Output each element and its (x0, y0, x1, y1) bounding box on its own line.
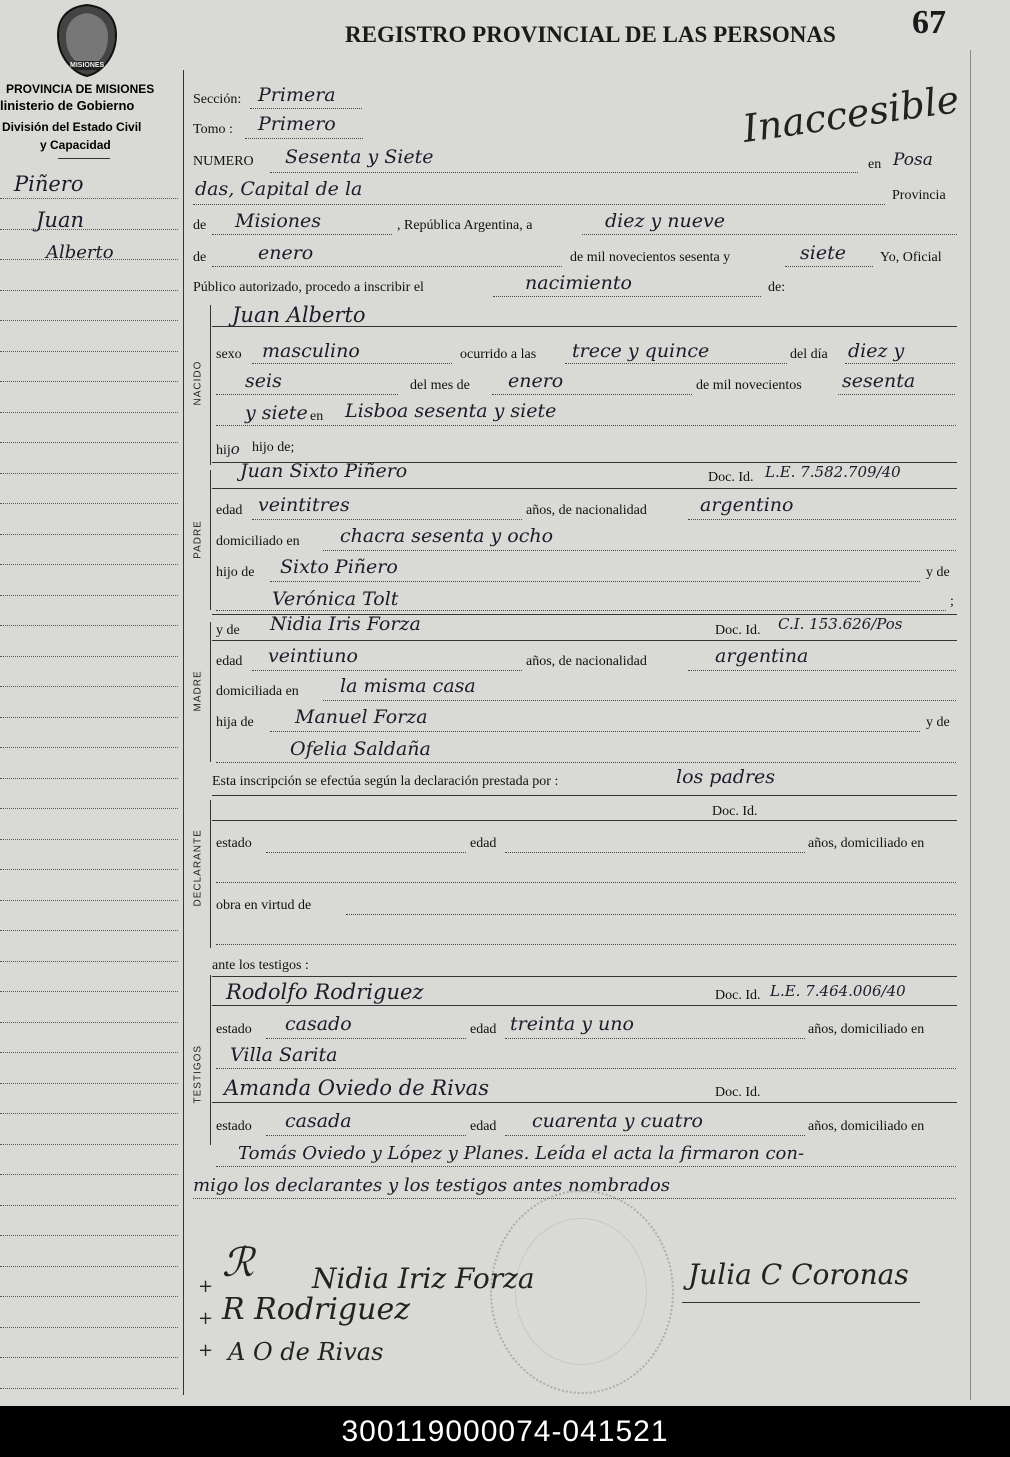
publico-label: Público autorizado, procedo a inscribir el (193, 280, 424, 295)
padre-anos-label: años, de nacionalidad (526, 503, 647, 518)
padre-doc-value: L.E. 7.582.709/40 (765, 463, 901, 481)
nacido-side-label: NACIDO (192, 360, 204, 406)
left-margin-line (0, 1235, 178, 1236)
left-margin-line (0, 869, 178, 870)
testigo1-estado-label: estado (216, 1022, 252, 1037)
numero-value: Sesenta y Siete (285, 146, 434, 168)
tomo-label: Tomo : (193, 122, 233, 137)
left-name2: Alberto (46, 242, 114, 263)
madre-nombre: Nidia Iris Forza (270, 613, 421, 635)
left-margin-line (0, 1022, 178, 1023)
madre-dom-label: domiciliada en (216, 684, 299, 699)
left-margin-line (0, 778, 178, 779)
sexo-label: sexo (216, 347, 242, 362)
declarante-anos-label: años, domiciliado en (808, 836, 925, 851)
ocurrido-label: ocurrido a las (460, 347, 537, 362)
testigo1-doc-label: Doc. Id. (715, 988, 761, 1003)
signature-witness2: A O de Rivas (228, 1338, 384, 1366)
left-margin-line (0, 991, 178, 992)
nacido-nombre: Juan Alberto (232, 303, 366, 327)
left-margin-line (0, 1327, 178, 1328)
lugar-value: das, Capital de la (195, 178, 363, 200)
dia-value: diez y nueve (605, 210, 726, 232)
de-mil-nov-label: de mil novecientos (696, 378, 802, 393)
left-margin-line (0, 839, 178, 840)
left-margin-line (0, 961, 178, 962)
padre-hijo-de-label: hijo de (216, 565, 255, 580)
testigo2-edad-value: cuarenta y cuatro (532, 1110, 703, 1132)
padre-y-de-label: y de (926, 565, 950, 580)
testigo1-dom-value: Villa Sarita (230, 1044, 338, 1066)
ante-label: ante los testigos : (212, 958, 309, 973)
madre-edad-value: veintiuno (268, 645, 358, 667)
madre-madre-value: Ofelia Saldaña (290, 738, 431, 760)
left-margin-line (0, 442, 178, 443)
declarante-value: los padres (676, 766, 776, 788)
left-margin-line (0, 747, 178, 748)
left-margin-line (0, 717, 178, 718)
inscripcion-label: Esta inscripción se efectúa según la declaración prestada por : (212, 774, 559, 789)
signature-witness1: R Rodriguez (222, 1292, 410, 1327)
left-margin-line (0, 473, 178, 474)
signature-official: Julia C Coronas (688, 1258, 909, 1291)
capacity-line: y Capacidad (40, 138, 111, 152)
lugar-nac-value: Lisboa sesenta y siete (345, 400, 557, 422)
madre-padre-value: Manuel Forza (295, 706, 428, 728)
anio-value: siete (800, 242, 846, 264)
left-margin-line (0, 1357, 178, 1358)
left-margin-line (0, 1205, 178, 1206)
hijo-label: hijo (216, 440, 240, 458)
cierre-value: migo los declarantes y los testigos antes nombrados (193, 1175, 670, 1196)
left-margin-line (0, 900, 178, 901)
left-margin-line (0, 1266, 178, 1267)
de-colon-label: de: (768, 280, 786, 295)
left-margin-line (0, 1113, 178, 1114)
anio-nac2-value: y siete (245, 402, 308, 424)
province-line: PROVINCIA DE MISIONES (6, 82, 155, 96)
testigo2-edad-label: edad (470, 1119, 497, 1134)
madre-side-label: MADRE (192, 670, 204, 712)
left-name1: Juan (36, 208, 84, 232)
padre-padre-value: Sixto Piñero (280, 556, 398, 578)
acto-value: nacimiento (525, 272, 632, 294)
testigo1-estado-value: casado (285, 1013, 352, 1035)
testigo2-anos-label: años, domiciliado en (808, 1119, 925, 1134)
page-number: 67 (912, 4, 946, 41)
de-label-2: de (193, 250, 207, 265)
testigos-side-label: TESTIGOS (192, 1044, 204, 1104)
madre-y-de2-label: y de (926, 715, 950, 730)
madre-dom-value: la misma casa (340, 675, 476, 697)
padre-edad-value: veintitres (258, 494, 350, 516)
hijo-marker: o (230, 440, 240, 458)
madre-doc-label: Doc. Id. (715, 623, 761, 638)
left-margin-line (0, 503, 178, 504)
left-margin-line (0, 686, 178, 687)
madre-anos-label: años, de nacionalidad (526, 654, 647, 669)
left-margin-line (0, 1144, 178, 1145)
yo-oficial-label: Yo, Oficial (880, 250, 942, 265)
left-margin-line (0, 1052, 178, 1053)
declarante-estado-label: estado (216, 836, 252, 851)
madre-y-de-label: y de (216, 623, 240, 638)
left-margin-line (0, 1174, 178, 1175)
padre-nac-value: argentino (700, 494, 794, 516)
en-label: en (868, 157, 882, 172)
left-margin-line (0, 381, 178, 382)
mes-nac-value: enero (508, 370, 564, 392)
padre-edad-label: edad (216, 503, 243, 518)
seal-text: MISIONES (70, 62, 105, 69)
ministry-line: linisterio de Gobierno (0, 98, 135, 113)
testigo2-nombre: Amanda Oviedo de Rivas (224, 1076, 489, 1100)
testigo2-estado-value: casada (285, 1110, 352, 1132)
left-margin-line (0, 1083, 178, 1084)
left-margin-line (0, 229, 178, 230)
padre-madre-value: Verónica Tolt (272, 588, 399, 610)
dia-nac-value: diez y (848, 340, 905, 362)
testigo2-doc-label: Doc. Id. (715, 1085, 761, 1100)
left-margin-line (0, 320, 178, 321)
padre-nombre: Juan Sixto Piñero (240, 460, 408, 482)
testigo1-anos-label: años, domiciliado en (808, 1022, 925, 1037)
testigo2-dom-value: Tomás Oviedo y López y Planes. Leída el acta la firmaron con- (238, 1143, 805, 1164)
declarante-doc-label: Doc. Id. (712, 804, 758, 819)
left-margin-line (0, 595, 178, 596)
left-margin-line (0, 412, 178, 413)
hora-value: trece y quince (572, 340, 710, 362)
dia-nac2-value: seis (245, 370, 282, 392)
de-label-1: de (193, 218, 207, 233)
hijo-de-label: hijo de; (252, 440, 295, 455)
madre-edad-label: edad (216, 654, 243, 669)
left-margin-line (0, 808, 178, 809)
madre-doc-value: C.I. 153.626/Pos (778, 615, 903, 633)
provincia-value: Misiones (235, 210, 322, 232)
left-margin-line (0, 534, 178, 535)
testigo1-edad-label: edad (470, 1022, 497, 1037)
left-margin-line (0, 1388, 178, 1389)
en-label-2: en (310, 409, 324, 424)
left-margin-line (0, 656, 178, 657)
left-margin-line (0, 930, 178, 931)
declarante-edad-label: edad (470, 836, 497, 851)
de-mil-label: de mil novecientos sesenta y (570, 250, 731, 265)
left-margin-line (0, 625, 178, 626)
padre-dom-value: chacra sesenta y ocho (340, 525, 554, 547)
obra-label: obra en virtud de (216, 898, 312, 913)
seccion-label: Sección: (193, 92, 242, 107)
left-margin-line (0, 198, 178, 199)
padre-semicolon: ; (950, 594, 954, 609)
del-dia-label: del día (790, 347, 828, 362)
mes-value: enero (258, 242, 314, 264)
left-margin-line (0, 290, 178, 291)
en-value: Posa (893, 150, 933, 170)
left-margin-line (0, 351, 178, 352)
hijo-de-text (255, 440, 259, 456)
declarante-side-label: DECLARANTE (192, 829, 204, 907)
madre-nac-value: argentina (715, 645, 809, 667)
numero-label: NUMERO (193, 154, 254, 169)
padre-side-label: PADRE (192, 520, 204, 559)
sexo-value: masculino (262, 340, 360, 362)
signature-initials: ℛ (222, 1240, 254, 1286)
testigo1-edad-value: treinta y uno (510, 1013, 634, 1035)
madre-hija-de-label: hija de (216, 715, 254, 730)
testigo1-doc-value: L.E. 7.464.006/40 (770, 982, 906, 1000)
page-title: REGISTRO PROVINCIAL DE LAS PERSONAS (345, 22, 836, 47)
signature-cross-2: + (198, 1308, 214, 1329)
republica-label: , República Argentina, a (397, 218, 533, 233)
signature-cross-1: + (198, 1276, 214, 1297)
signature-cross-3: + (198, 1340, 214, 1361)
division-line: División del Estado Civil (2, 120, 142, 134)
signature-mother: Nidia Iriz Forza (312, 1262, 535, 1295)
provincia-label: Provincia (892, 188, 946, 203)
testigo1-nombre: Rodolfo Rodriguez (226, 980, 424, 1004)
tomo-value: Primero (258, 113, 336, 135)
left-surname: Piñero (14, 172, 84, 196)
padre-dom-label: domiciliado en (216, 534, 300, 549)
left-margin-line (0, 564, 178, 565)
document-id-footer: 300119000074-041521 (0, 1406, 1010, 1457)
del-mes-label: del mes de (410, 378, 470, 393)
seccion-value: Primera (258, 84, 336, 106)
padre-doc-label: Doc. Id. (708, 470, 754, 485)
anio-nac-value: sesenta (842, 370, 916, 392)
testigo2-estado-label: estado (216, 1119, 252, 1134)
inaccessible-annotation: Inaccesible (739, 77, 962, 151)
left-margin-line (0, 259, 178, 260)
left-margin-line (0, 1296, 178, 1297)
